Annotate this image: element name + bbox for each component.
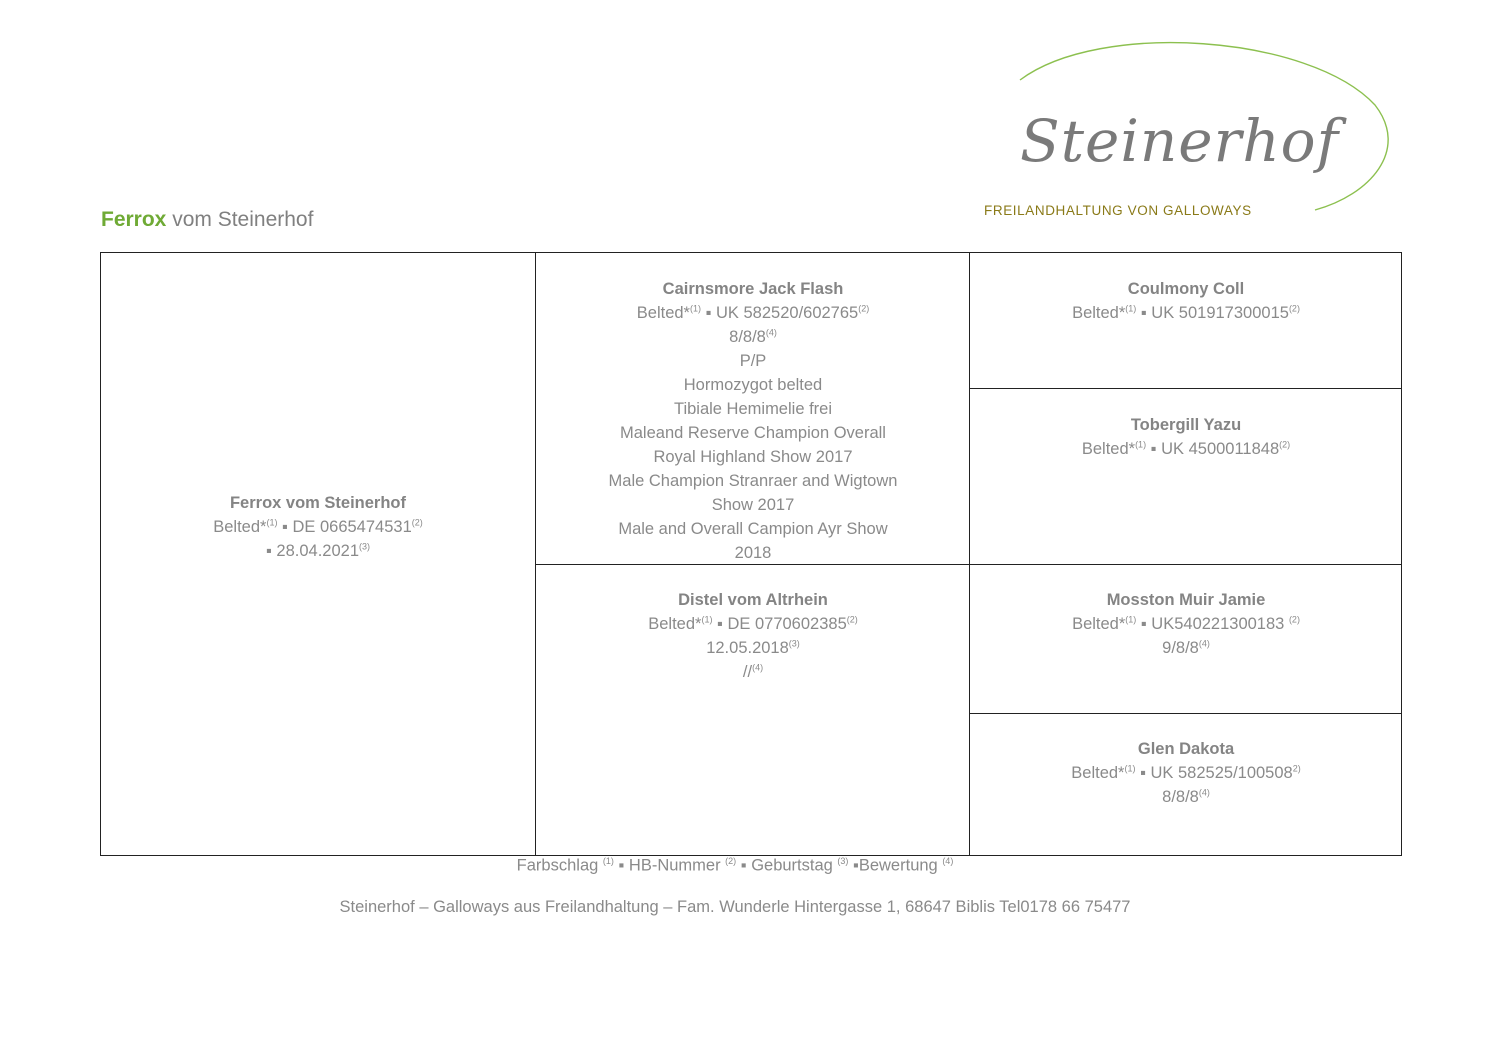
sup: (4): [1198, 638, 1210, 649]
sire-dam-name: Tobergill Yazu: [1130, 416, 1242, 434]
dam-sire-line-1: [970, 612, 1402, 636]
text: ▪ 28.04.2021: [265, 542, 359, 560]
sire-dam-line-1: [970, 437, 1402, 461]
title-accent: Ferrox: [101, 208, 167, 231]
dam-sire-line-2: [970, 636, 1402, 660]
text: Belted*: [1072, 304, 1126, 322]
text: Belted*: [1072, 615, 1126, 633]
sup: (4): [765, 327, 777, 338]
sup: (3): [359, 541, 370, 552]
sire-line-11: 2018: [734, 544, 772, 562]
sire-sire-line-1: [970, 301, 1402, 325]
dam-sire-name: Mosston Muir Jamie: [1106, 591, 1266, 609]
animal-line-1: [101, 515, 535, 539]
sire-line-1: [536, 301, 970, 325]
pedigree-table: [100, 252, 1402, 856]
dam-name: Distel vom Altrhein: [678, 591, 828, 609]
text: 9/8/8: [1162, 639, 1199, 657]
sup: (2): [725, 856, 737, 866]
animal-cell: [101, 491, 535, 563]
grandparents-divider-3: [970, 713, 1402, 714]
text: ▪ UK 582520/602765: [700, 304, 859, 322]
sire-line-4: Hormozygot belted: [683, 376, 823, 394]
dam-line-2: [536, 636, 970, 660]
sup: (2): [411, 517, 423, 528]
text: ▪ UK540221300183: [1136, 615, 1289, 633]
sup: (4): [942, 856, 954, 866]
grandparents-column: [969, 253, 1402, 855]
animal-line-2: [101, 539, 535, 563]
logo: [1010, 40, 1390, 220]
logo-text: Steinerhof: [1020, 107, 1340, 175]
grandparents-divider-1: [970, 388, 1402, 389]
sire-line-9: Show 2017: [711, 496, 795, 514]
sup: (1): [1125, 614, 1137, 625]
sire-name: Cairnsmore Jack Flash: [662, 280, 844, 298]
text: ▪ DE 0770602385: [712, 615, 847, 633]
dam-dam-name: Glen Dakota: [1137, 740, 1235, 758]
sire-sire-cell: [970, 277, 1402, 325]
sup: (2): [846, 614, 858, 625]
sup: (4): [752, 662, 764, 673]
sire-dam-cell: [970, 413, 1402, 461]
sup: (2): [1288, 303, 1300, 314]
text: Belted*: [648, 615, 702, 633]
sire-line-6: Maleand Reserve Champion Overall: [620, 424, 886, 442]
sup: (1): [1125, 303, 1137, 314]
sire-cell: [536, 277, 970, 565]
sup: (3): [788, 638, 800, 649]
sire-line-5: Tibiale Hemimelie frei: [673, 400, 832, 418]
sire-line-3: P/P: [739, 352, 767, 370]
text: 8/8/8: [729, 328, 766, 346]
legend: [100, 856, 1370, 876]
text: ▪ UK 4500011848: [1146, 440, 1280, 458]
sire-line-2: [536, 325, 970, 349]
tagline: FREILANDHALTUNG VON GALLOWAYS: [984, 203, 1252, 218]
text: //: [742, 663, 753, 681]
text: ▪ HB-Nummer: [613, 856, 726, 875]
sup: (1): [602, 856, 614, 866]
footer: Steinerhof – Galloways aus Freilandhaltung – Fam. Wunderle Hintergasse 1, 68647 Biblis Tel0178 66 75477: [339, 898, 1131, 916]
grandparents-divider-2: [970, 564, 1402, 565]
parents-divider: [536, 564, 970, 565]
text: Belted*: [213, 518, 267, 536]
text: 8/8/8: [1162, 788, 1199, 806]
text: Belted*: [636, 304, 690, 322]
animal-name: Ferrox vom Steinerhof: [229, 494, 407, 512]
dam-line-1: [536, 612, 970, 636]
sup: (2): [1288, 614, 1300, 625]
text: Belted*: [1071, 764, 1125, 782]
sire-sire-name: Coulmony Coll: [1127, 280, 1245, 298]
dam-dam-line-2: [970, 785, 1402, 809]
dam-line-3: [536, 660, 970, 684]
sup: (1): [701, 614, 713, 625]
page-title: [101, 208, 313, 232]
sup: (2): [858, 303, 870, 314]
dam-dam-cell: [970, 737, 1402, 809]
parents-column: [535, 253, 970, 855]
text: Belted*: [1081, 440, 1136, 458]
text: ▪ Geburtstag: [736, 856, 838, 875]
dam-sire-cell: [970, 588, 1402, 660]
sire-line-10: Male and Overall Campion Ayr Show: [618, 520, 888, 538]
sup: (3): [837, 856, 849, 866]
sire-line-8: Male Champion Stranraer and Wigtown: [608, 472, 898, 490]
sup: (2): [1279, 439, 1291, 450]
dam-cell: [536, 588, 970, 684]
title-rest: vom Steinerhof: [166, 208, 314, 231]
sup: 2): [1292, 763, 1301, 774]
sup: (1): [689, 303, 701, 314]
sup: (1): [266, 517, 278, 528]
text: ▪ DE 0665474531: [277, 518, 412, 536]
text: 12.05.2018: [706, 639, 789, 657]
text: ▪ UK 501917300015: [1136, 304, 1289, 322]
sup: (1): [1124, 763, 1136, 774]
sire-line-7: Royal Highland Show 2017: [653, 448, 853, 466]
sup: (4): [1198, 787, 1210, 798]
text: ▪Bewertung: [848, 856, 943, 875]
text: Farbschlag: [516, 856, 603, 875]
sup: (1): [1135, 439, 1147, 450]
animal-column: [101, 253, 535, 855]
dam-dam-line-1: [970, 761, 1402, 785]
text: ▪ UK 582525/100508: [1135, 764, 1293, 782]
